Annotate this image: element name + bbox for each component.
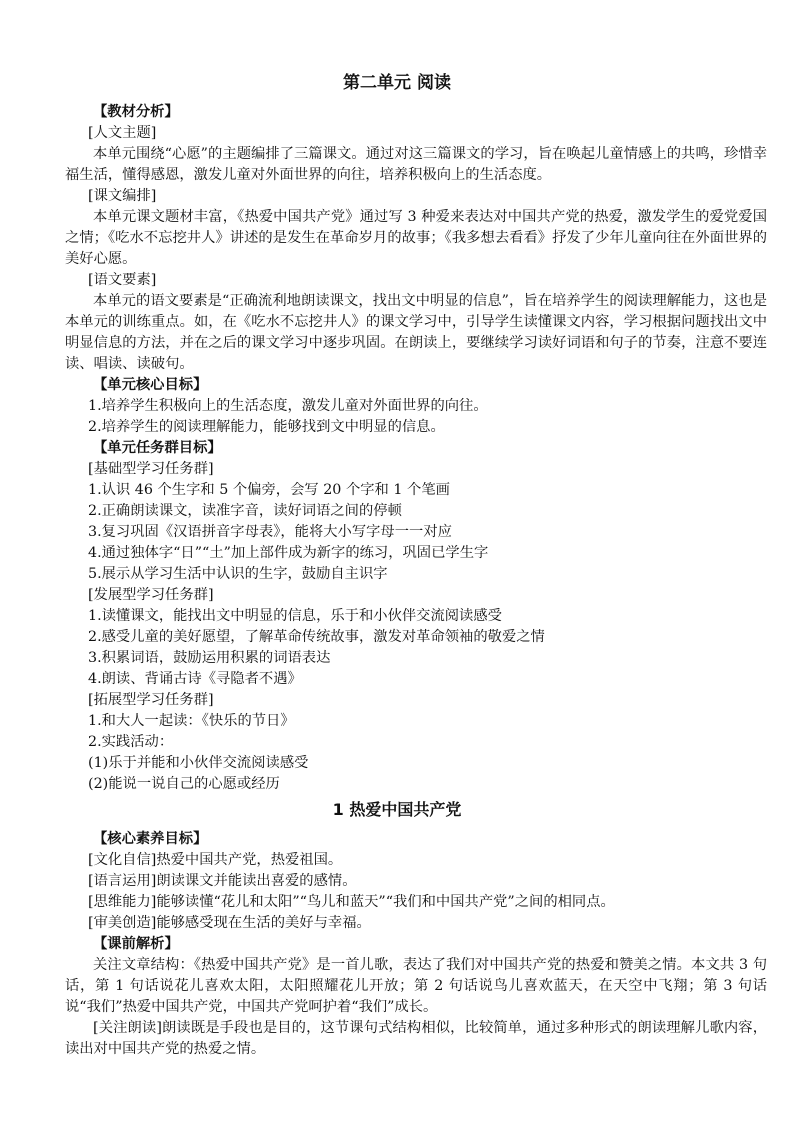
development-task-label: [发展型学习任务群]	[88, 587, 214, 603]
humanities-paragraph: 本单元围绕“心愿”的主题编排了三篇课文。通过对这三篇课文的学习，旨在唤起儿童情感上的共鸣，珍惜幸福生活，懂得感恩，激发儿童对外面世界的向往，培养积极向上的生活态度。	[65, 146, 767, 183]
literacy-goals-heading: 【核心素养目标】	[93, 831, 208, 847]
extension-task-item: 1.和大人一起读：《快乐的节日》	[88, 713, 295, 729]
literacy-goal-item: [审美创造]能够感受现在生活的美好与幸福。	[88, 915, 371, 931]
extension-task-item: (1)乐于并能和小伙伴交流阅读感受	[88, 755, 309, 771]
basic-task-item: 4.通过独体字“日”“土”加上部件成为新字的练习，巩固已学生字	[88, 545, 489, 561]
development-task-item: 1.读懂课文，能找出文中明显的信息，乐于和小伙伴交流阅读感受	[88, 608, 502, 624]
core-goal-item: 1.培养学生积极向上的生活态度，激发儿童对外面世界的向往。	[88, 398, 488, 414]
extension-task-item: 2.实践活动：	[88, 734, 174, 750]
structure-paragraph: 关注文章结构：《热爱中国共产党》是一首儿歌，表达了我们对中国共产党的热爱和赞美之情。本文共 3 句话，第 1 句话说花儿喜欢太阳，太阳照耀花儿开放；第 2 句话说鸟儿喜欢蓝天，在天空中飞翔；第 3 句话说“我们”热爱中国共产党，中国共产党呵护着“我们”成长。	[65, 957, 767, 1015]
core-goal-item: 2.培养学生的阅读理解能力，能够找到文中明显的信息。	[88, 419, 445, 435]
development-task-item: 2.感受儿童的美好愿望，了解革命传统故事，激发对革命领袖的敬爱之情	[88, 629, 545, 645]
extension-task-item: (2)能说一说自己的心愿或经历	[88, 776, 280, 792]
basic-task-item: 2.正确朗读课文，读准字音，读好词语之间的停顿	[88, 503, 402, 519]
basic-task-item: 5.展示从学习生活中认识的生字，鼓励自主识字	[88, 566, 388, 582]
editing-paragraph: 本单元课文题材丰富，《热爱中国共产党》通过写 3 种爱来表达对中国共产党的热爱，激发学生的爱党爱国之情；《吃水不忘挖井人》讲述的是发生在革命岁月的故事；《我多想去看看》抒发了少年儿童向往在外面世界的美好心愿。	[65, 209, 767, 267]
development-task-item: 4.朗读、背诵古诗《寻隐者不遇》	[88, 671, 302, 687]
editing-label: [课文编排]	[88, 188, 157, 204]
humanities-label: [人文主题]	[88, 125, 157, 141]
unit-title: 第二单元 阅读	[343, 73, 451, 93]
language-paragraph: 本单元的语文要素是“正确流利地朗读课文，找出文中明显的信息”，旨在培养学生的阅读理解能力，这也是本单元的训练重点。如，在《吃水不忘挖井人》的课文学习中，引导学生读懂课文内容，学习根据问题找出文中明显信息的方法，并在之后的课文学习中逐步巩固。在朗读上，要继续学习读好词语和句子的节奏，注意不要连读、唱读、读破句。	[65, 293, 767, 372]
basic-task-label: [基础型学习任务群]	[88, 461, 214, 477]
literacy-goal-item: [思维能力]能够读懂“花儿和太阳”“鸟儿和蓝天”“我们和中国共产党”之间的相同点。	[88, 894, 615, 910]
extension-task-label: [拓展型学习任务群]	[88, 692, 214, 708]
core-goals-heading: 【单元核心目标】	[93, 377, 208, 393]
literacy-goal-item: [语言运用]朗读课文并能读出喜爱的感情。	[88, 873, 357, 889]
basic-task-item: 1.认识 46 个生字和 5 个偏旁，会写 20 个字和 1 个笔画	[88, 482, 450, 498]
lesson-title: 1 热爱中国共产党	[332, 800, 462, 819]
reading-paragraph: [关注朗读]朗读既是手段也是目的，这节课句式结构相似，比较简单，通过多种形式的朗读理解儿歌内容，读出对中国共产党的热爱之情。	[65, 1020, 767, 1057]
teaching-analysis-heading: 【教材分析】	[93, 104, 179, 120]
language-label: [语文要素]	[88, 272, 157, 288]
pre-analysis-heading: 【课前解析】	[93, 936, 179, 952]
literacy-goal-item: [文化自信]热爱中国共产党，热爱祖国。	[88, 852, 343, 868]
development-task-item: 3.积累词语，鼓励运用积累的词语表达	[88, 650, 331, 666]
basic-task-item: 3.复习巩固《汉语拼音字母表》，能将大小写字母一一对应	[88, 524, 452, 540]
task-goals-heading: 【单元任务群目标】	[93, 440, 222, 456]
